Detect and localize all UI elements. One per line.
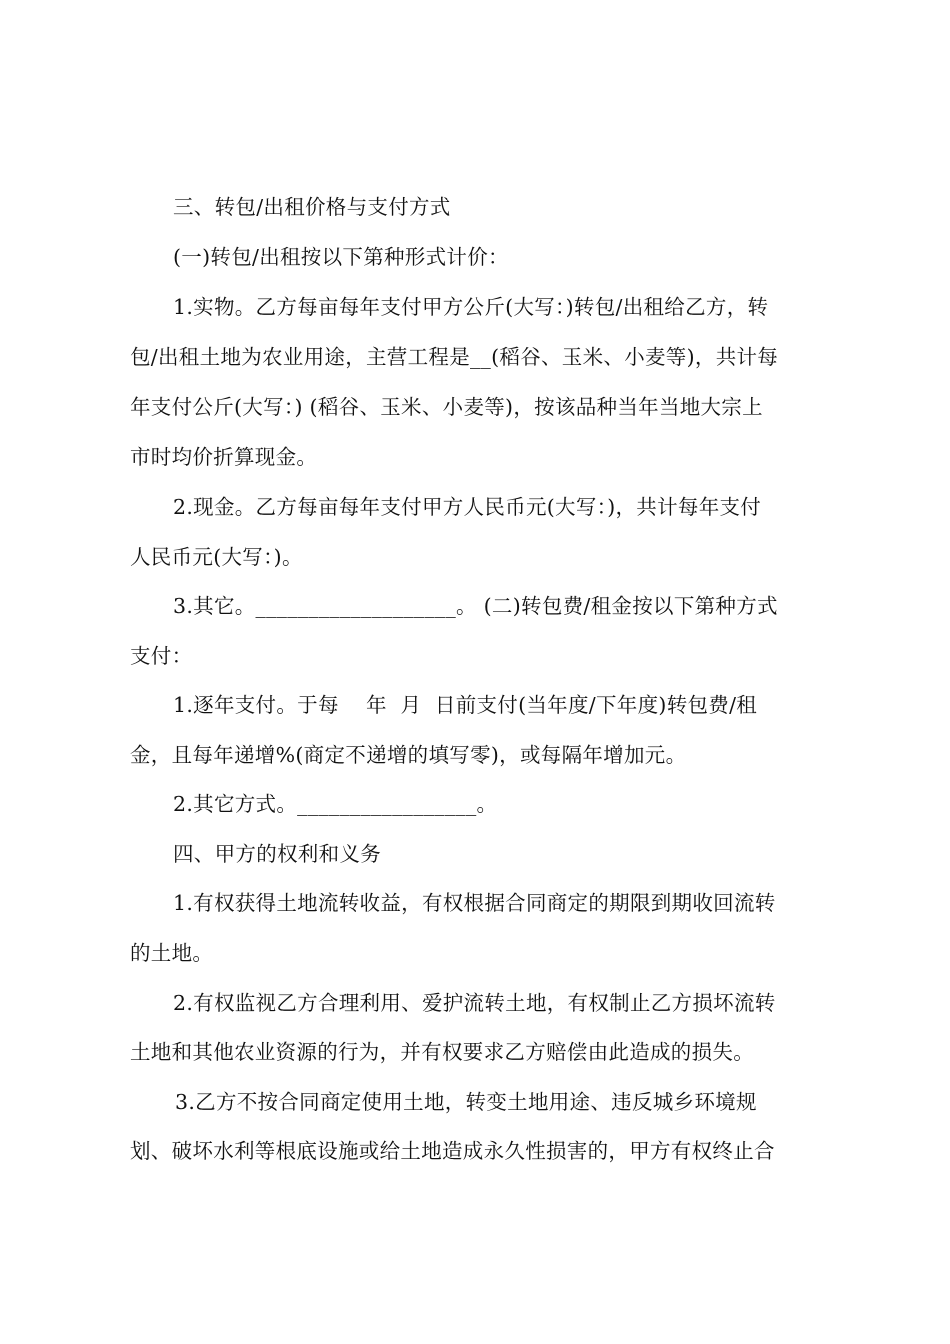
paragraph-line: 人民币元(大写：)。: [130, 545, 303, 569]
paragraph-line: 3.其它。___________________。 (二)转包费/租金按以下第种方式: [173, 594, 778, 618]
paragraph-line: 2.其它方式。_________________。: [173, 792, 498, 816]
paragraph-line: 支付：: [130, 644, 193, 668]
section-heading-party-a-rights: 四、甲方的权利和义务: [173, 842, 381, 866]
paragraph-line: 1.有权获得土地流转收益，有权根据合同商定的期限到期收回流转: [173, 891, 776, 915]
paragraph-line: (一)转包/出租按以下第种形式计价：: [173, 245, 509, 269]
paragraph-line: 3.乙方不按合同商定使用土地，转变土地用途、违反城乡环境规: [175, 1090, 757, 1114]
paragraph-line: 的土地。: [130, 941, 214, 965]
paragraph-line: 年支付公斤(大写：) (稻谷、玉米、小麦等)，按该品种当年当地大宗上: [130, 395, 763, 419]
paragraph-line: 2.现金。乙方每亩每年支付甲方人民币元(大写：)，共计每年支付: [173, 495, 762, 519]
paragraph-line: 包/出租土地为农业用途，主营工程是__(稻谷、玉米、小麦等)，共计每: [130, 345, 779, 369]
paragraph-line: 金，且每年递增%(商定不递增的填写零)，或每隔年增加元。: [130, 743, 687, 767]
section-heading-price-payment: 三、转包/出租价格与支付方式: [173, 195, 451, 219]
paragraph-line: 划、破坏水利等根底设施或给土地造成永久性损害的，甲方有权终止合: [130, 1139, 775, 1163]
paragraph-line: 市时均价折算现金。: [130, 445, 318, 469]
paragraph-line: 1.实物。乙方每亩每年支付甲方公斤(大写：)转包/出租给乙方，转: [173, 295, 769, 319]
paragraph-line: 1.逐年支付。于每 年 月 日前支付(当年度/下年度)转包费/租: [173, 693, 758, 717]
paragraph-line: 2.有权监视乙方合理利用、爱护流转土地，有权制止乙方损坏流转: [173, 991, 776, 1015]
paragraph-line: 土地和其他农业资源的行为，并有权要求乙方赔偿由此造成的损失。: [130, 1040, 754, 1064]
